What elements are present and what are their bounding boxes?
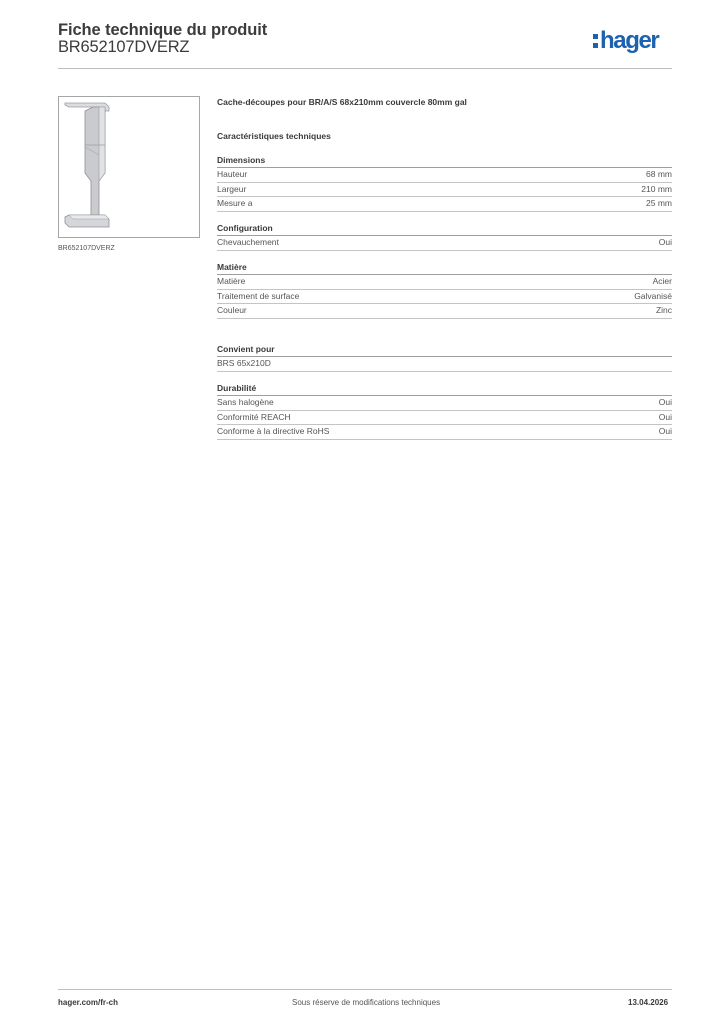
row-label: Traitement de surface (217, 290, 300, 301)
footer-website-link[interactable]: hager.com/fr-ch (58, 998, 119, 1007)
row-label: Matière (217, 276, 246, 286)
row-label: Couleur (217, 305, 247, 315)
row-label: Mesure a (217, 198, 253, 208)
image-caption: BR652107DVERZ (58, 245, 115, 252)
characteristics-heading: Caractéristiques techniques (217, 131, 331, 141)
product-image (58, 96, 200, 238)
table-row (217, 425, 672, 440)
section-material (217, 262, 672, 319)
footer-date: 13.04.2026 (628, 998, 669, 1007)
cable-cover-icon (59, 97, 199, 237)
row-label: Conformité REACH (217, 411, 291, 422)
section-heading: Durabilité (217, 383, 672, 396)
page-title: Fiche technique du produit (58, 21, 268, 39)
section-heading: Convient pour (217, 344, 672, 357)
row-label: Largeur (217, 183, 247, 194)
row-value: Oui (658, 426, 672, 436)
table-row (217, 275, 672, 290)
row-value: Galvanisé (634, 290, 672, 301)
table-row (217, 396, 672, 411)
hager-logo (593, 26, 673, 58)
table-row (217, 357, 672, 372)
row-value: Zinc (655, 305, 672, 315)
row-value: 68 mm (646, 169, 672, 179)
row-value: Acier (652, 276, 672, 286)
table-row (217, 168, 672, 183)
section-heading: Matière (217, 262, 672, 275)
row-value: Oui (658, 411, 672, 422)
row-label: Sans halogène (217, 397, 274, 407)
row-value: 25 mm (646, 198, 672, 208)
logo-wordmark: hager (600, 27, 659, 54)
row-value: Oui (658, 397, 672, 407)
row-label: Chevauchement (217, 237, 279, 247)
section-durability (217, 383, 672, 440)
table-row (217, 411, 672, 426)
table-row (217, 183, 672, 198)
product-code: BR652107DVERZ (58, 38, 190, 56)
row-label: Hauteur (217, 169, 248, 179)
footer-disclaimer: Sous réserve de modifications techniques (292, 998, 441, 1007)
table-row (217, 197, 672, 212)
section-dimensions (217, 155, 672, 212)
product-description: Cache-découpes pour BR/A/S 68x210mm couvercle 80mm gal (217, 97, 467, 107)
section-heading: Configuration (217, 223, 672, 236)
header-divider (58, 68, 672, 69)
row-value: Oui (658, 237, 672, 247)
section-heading: Dimensions (217, 155, 672, 168)
table-row (217, 236, 672, 251)
section-configuration (217, 223, 672, 251)
section-compatible (217, 344, 672, 372)
row-value: 210 mm (641, 183, 672, 194)
logo-dots-icon (593, 34, 598, 50)
row-label: Conforme à la directive RoHS (217, 426, 330, 436)
table-row (217, 304, 672, 319)
table-row (217, 290, 672, 305)
footer-divider (58, 989, 672, 990)
row-label: BRS 65x210D (217, 358, 271, 368)
